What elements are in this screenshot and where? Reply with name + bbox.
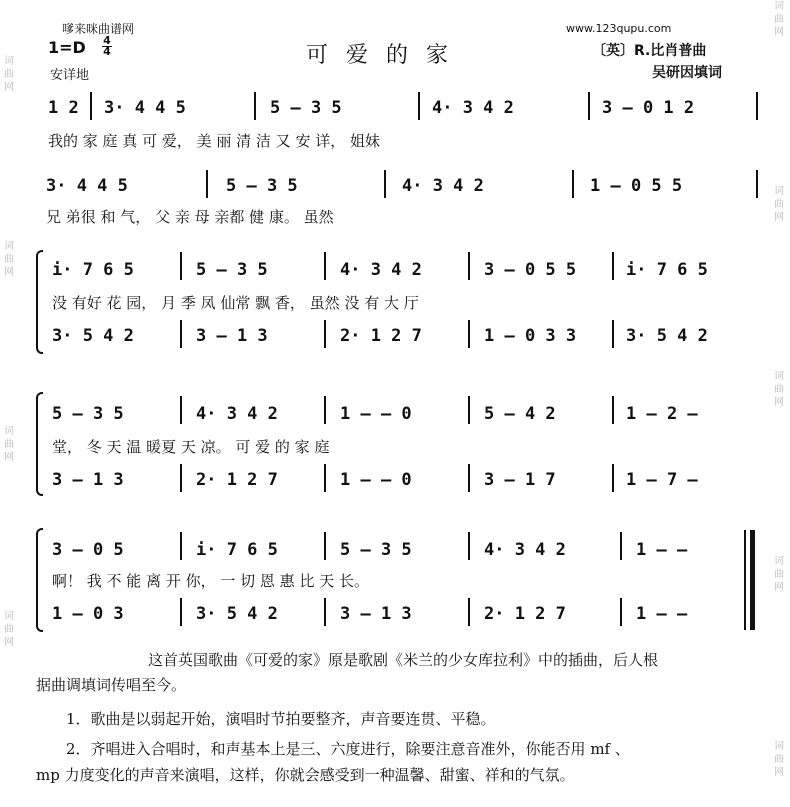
measure-notes: 1 – 7 – — [626, 470, 698, 490]
measure-notes: 2· 1 2 7 — [484, 604, 566, 624]
final-bar — [750, 530, 755, 630]
lyrics-line: 没 有好 花 园， 月 季 凤 仙常 飘 香， 虽然 没 有 大 厅 — [52, 294, 419, 312]
measure-notes: 5 – 3 5 — [340, 540, 412, 560]
measure-notes: 3 – 0 5 — [52, 540, 124, 560]
measure-notes: 5 – 3 5 — [270, 98, 342, 118]
lyrics-line: 堂， 冬 天 温 暖夏 天 凉。 可 爱 的 家 庭 — [52, 438, 330, 456]
bar-line — [612, 396, 614, 424]
bar-line — [324, 598, 326, 626]
measure-notes: i· 7 6 5 — [52, 260, 134, 280]
measure-notes: 3 – 1 3 — [52, 470, 124, 490]
measure-notes: 3· 5 4 2 — [626, 326, 708, 346]
left-watermark: 词 曲 网 — [4, 56, 14, 93]
measure-notes: 1 – 0 3 3 — [484, 326, 577, 346]
measure-notes: 3 – 1 3 — [196, 326, 268, 346]
bar-line — [324, 252, 326, 280]
measure-notes: 5 – 3 5 — [52, 404, 124, 424]
measure-notes: 1 2 — [48, 98, 79, 118]
bar-line — [324, 464, 326, 492]
bar-line — [180, 464, 182, 492]
bar-line — [180, 320, 182, 348]
measure-notes: 2· 1 2 7 — [340, 326, 422, 346]
bar-line — [612, 320, 614, 348]
bar-line — [206, 170, 208, 198]
measure-notes: 3· 5 4 2 — [196, 604, 278, 624]
measure-notes: 5 – 3 5 — [196, 260, 268, 280]
final-thin-bar — [744, 530, 746, 630]
bar-line — [180, 396, 182, 424]
bar-line — [756, 170, 758, 198]
right-watermark: 词 曲 网 — [774, 186, 784, 223]
lyrics-line: 兄 弟很 和 气， 父 亲 母 亲都 健 康。 虽然 — [46, 208, 334, 226]
system-brace — [36, 392, 43, 496]
bar-line — [324, 320, 326, 348]
system-brace — [36, 250, 43, 354]
right-watermark: 词 曲 网 — [774, 371, 784, 408]
intro-text-line1: 这首英国歌曲《可爱的家》原是歌剧《米兰的少女库拉利》中的插曲，后人根 — [148, 651, 659, 669]
bar-line — [756, 92, 758, 120]
lyrics-line: 我的 家 庭 真 可 爱， 美 丽 清 洁 又 安 详， 姐妹 — [48, 132, 380, 150]
measure-notes: 3 – 1 7 — [484, 470, 556, 490]
measure-notes: i· 7 6 5 — [626, 260, 708, 280]
bar-line — [468, 396, 470, 424]
right-watermark: 词 曲 网 — [774, 1, 784, 38]
note-point-1: 1．歌曲是以弱起开始，演唱时节拍要整齐，声音要连贯、平稳。 — [66, 710, 496, 728]
measure-notes: 5 – 4 2 — [484, 404, 556, 424]
measure-notes: 1 – 0 5 5 — [590, 176, 683, 196]
system-brace — [36, 528, 43, 632]
measure-notes: 1 – – — [636, 604, 688, 624]
lyrics-line: 啊！ 我 不 能 离 开 你， 一 切 恩 惠 比 天 长。 — [52, 572, 369, 590]
measure-notes: 1 – – 0 — [340, 470, 412, 490]
site-name: 嗲来咪曲谱网 — [62, 22, 135, 36]
bar-line — [180, 532, 182, 560]
intro-text-line2: 据曲调填词传唱至今。 — [36, 676, 187, 694]
bar-line — [620, 598, 622, 626]
left-watermark: 词 曲 网 — [4, 241, 14, 278]
measure-notes: 2· 1 2 7 — [196, 470, 278, 490]
measure-notes: 3 – 0 1 2 — [602, 98, 695, 118]
bar-line — [468, 598, 470, 626]
measure-notes: 3· 4 4 5 — [46, 176, 128, 196]
bar-line — [612, 252, 614, 280]
right-watermark: 词 曲 网 — [774, 556, 784, 593]
lyricist-credit: 吴研因填词 — [652, 65, 722, 81]
bar-line — [384, 170, 386, 198]
measure-notes: 5 – 3 5 — [226, 176, 298, 196]
bar-line — [468, 320, 470, 348]
key-signature: 1=D — [48, 38, 86, 57]
measure-notes: 1 – 2 – — [626, 404, 698, 424]
note-point-2-line1: 2．齐唱进入合唱时，和声基本上是三、六度进行，除要注意音准外，你能否用 mf 、 — [66, 740, 630, 758]
measure-notes: 4· 3 4 2 — [402, 176, 484, 196]
right-watermark: 词 曲 网 — [774, 741, 784, 778]
bar-line — [468, 252, 470, 280]
bar-line — [180, 598, 182, 626]
time-signature: 4 4 — [103, 34, 111, 58]
left-watermark: 词 曲 网 — [4, 426, 14, 463]
bar-line — [620, 532, 622, 560]
bar-line — [612, 464, 614, 492]
measure-notes: 1 – – 0 — [340, 404, 412, 424]
song-title: 可爱的家 — [306, 43, 467, 68]
bar-line — [324, 396, 326, 424]
measure-notes: 3· 4 4 5 — [104, 98, 186, 118]
bar-line — [180, 252, 182, 280]
note-point-2-line2: mp 力度变化的声音来演唱，这样，你就会感受到一种温馨、甜蜜、祥和的气氛。 — [36, 766, 575, 784]
bar-line — [324, 532, 326, 560]
measure-notes: 4· 3 4 2 — [340, 260, 422, 280]
bar-line — [468, 464, 470, 492]
measure-notes: 4· 3 4 2 — [432, 98, 514, 118]
measure-notes: 3· 5 4 2 — [52, 326, 134, 346]
bar-line — [90, 92, 92, 120]
measure-notes: 4· 3 4 2 — [484, 540, 566, 560]
measure-notes: 1 – 0 3 — [52, 604, 124, 624]
composer-credit: 〔英〕R.比肖普曲 — [592, 43, 707, 59]
bar-line — [418, 92, 420, 120]
left-watermark: 词 曲 网 — [4, 611, 14, 648]
bar-line — [572, 170, 574, 198]
measure-notes: 3 – 1 3 — [340, 604, 412, 624]
measure-notes: 1 – – — [636, 540, 688, 560]
bar-line — [588, 92, 590, 120]
bar-line — [468, 532, 470, 560]
measure-notes: 4· 3 4 2 — [196, 404, 278, 424]
bar-line — [254, 92, 256, 120]
site-url: www.123qupu.com — [566, 22, 672, 35]
tempo-marking: 安详地 — [50, 68, 90, 83]
measure-notes: i· 7 6 5 — [196, 540, 278, 560]
measure-notes: 3 – 0 5 5 — [484, 260, 577, 280]
